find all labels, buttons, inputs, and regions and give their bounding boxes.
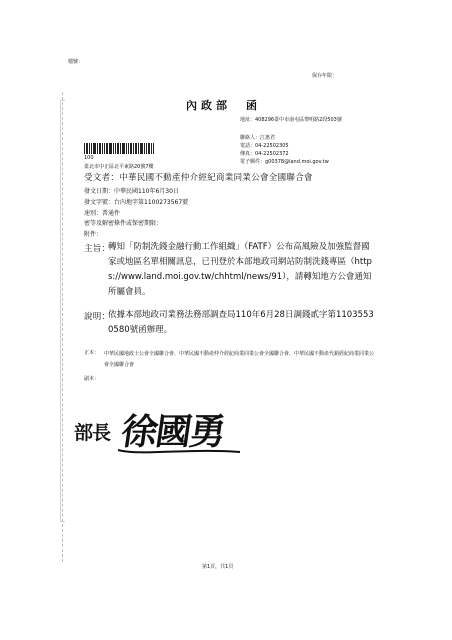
barcode-bar (122, 143, 125, 154)
recipient-address: 臺北市中正區北平東路20號7樓 (84, 164, 154, 170)
barcode-bar (130, 143, 132, 154)
barcode-bar (146, 143, 147, 154)
signature-stroke (60, 398, 260, 458)
cc-text: 中華民國地政士公會全國聯合會、中華民國不動產仲介經紀商業同業公會全國聯合會、中華民國不動產代銷經紀商業同業公會全國聯合會 (104, 351, 375, 368)
barcode-bar (106, 143, 108, 154)
barcode-bar (109, 143, 112, 154)
sender-email: 電子郵件：g00378@land.moi.gov.tw (240, 159, 329, 165)
barcode-bar (140, 143, 143, 154)
sender-contact: 聯絡人：江惠君 (240, 135, 276, 141)
signature-name: 徐國勇 (118, 411, 227, 453)
sender-address: 地址：408296臺中市南屯區黎明路2段503號 (240, 117, 342, 123)
barcode-bar (104, 143, 105, 154)
binding-bracket (60, 100, 65, 522)
postal-barcode (84, 143, 154, 154)
cc-label: 正本： (84, 350, 100, 356)
subject-label: 主旨： (84, 244, 111, 254)
barcode-bar (97, 143, 98, 154)
barcode-bar (135, 143, 137, 154)
explanation-label: 說明： (84, 312, 111, 322)
barcode-bar (153, 143, 154, 154)
document-title: 內政部 函 (186, 99, 261, 112)
barcode-bar (133, 143, 134, 154)
barcode-bar (115, 143, 116, 154)
attachment: 附件： (84, 231, 103, 238)
barcode-bar (148, 143, 150, 154)
sender-fax: 傳真：04-22502372 (240, 151, 289, 157)
barcode-bar (126, 143, 127, 154)
barcode-bar (86, 143, 88, 154)
barcode-bar (144, 143, 145, 154)
subject-text: 轉知「防制洗錢金融行動工作組織」（FATF）公布高風險及加強監督國家或地區名單相關訊息，已刊登於本部地政司網站防制洗錢專區（https://www.land.moi.gov.tw/chhtml/news/91），請轉知地方公會通知所屬會員。 (108, 242, 372, 297)
barcode-bar (120, 143, 121, 154)
barcode-bar (91, 143, 92, 154)
barcode-bar (84, 143, 85, 154)
barcode-bar (93, 143, 96, 154)
security-level: 密等及解密條件或保密期限： (84, 220, 163, 227)
sender-phone: 電話：04-22502305 (240, 143, 289, 149)
recipient-line: 受文者：中華民國不動產仲介經紀商業同業公會全國聯合會 (84, 173, 313, 183)
barcode-bar (128, 143, 129, 154)
barcode-code: 100 (84, 155, 94, 161)
document-number: 發文字號：台內地字第1100273567號 (84, 199, 189, 206)
explanation-text: 依據本部地政司業務法務部調查局110年6月28日調錢貳字第11035530580號函辦理。 (108, 310, 374, 335)
barcode-bar (89, 143, 90, 154)
barcode-bar (138, 143, 139, 154)
barcode-bar (113, 143, 114, 154)
retention-label: 保存年限： (312, 73, 338, 79)
barcode-bar (102, 143, 103, 154)
signature-title: 部長 (74, 422, 111, 444)
copy-label: 副本： (84, 376, 100, 382)
barcode-bar (99, 143, 101, 154)
issue-date: 發文日期：中華民國110年6月30日 (84, 188, 179, 195)
delivery-speed: 速別：普通件 (84, 210, 121, 217)
barcode-bar (117, 143, 119, 154)
archive-label: 檔號： (68, 59, 84, 65)
barcode-bar (151, 143, 152, 154)
page-number: 第1頁，共1頁 (202, 564, 234, 570)
